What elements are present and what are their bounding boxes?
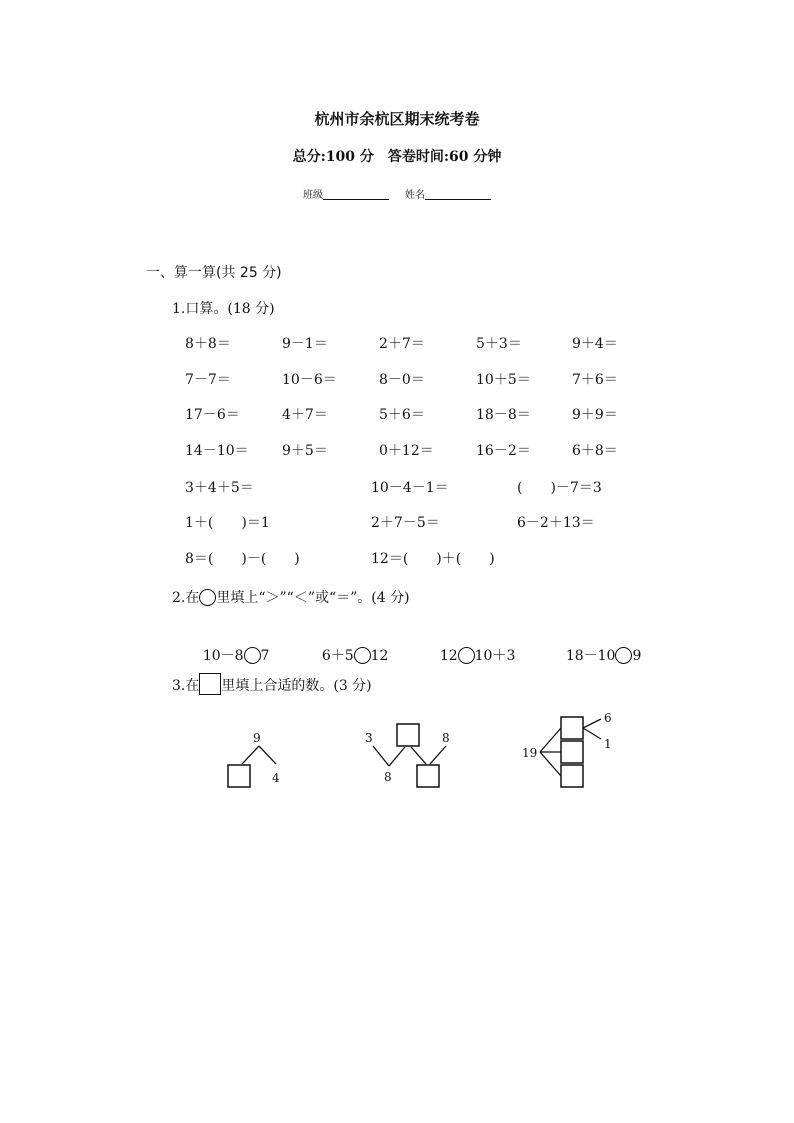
bond3-mid-right: 1 — [604, 737, 612, 751]
number-bond-3 — [522, 711, 612, 787]
math-item: 0＋12＝ — [379, 443, 434, 459]
math-item: 8＝( )－( ) — [185, 551, 300, 567]
math-item: 9＋5＝ — [282, 443, 328, 459]
compare-left: 6＋5 — [321, 648, 354, 664]
math-item: 3＋4＋5＝ — [185, 480, 254, 496]
math-item: 6－2＋13＝ — [517, 515, 595, 531]
compare-right: 10＋3 — [474, 648, 516, 664]
math-item: 10－4－1＝ — [371, 480, 449, 496]
bond3-left: 19 — [522, 746, 538, 760]
math-item: 14－10＝ — [185, 443, 249, 459]
math-item: 7－7＝ — [185, 372, 231, 388]
compare-left: 12 — [439, 648, 458, 664]
section-heading: 一、算一算(共 25 分) — [146, 265, 282, 281]
math-item: 18－8＝ — [476, 407, 531, 423]
math-item: 1＋( )＝1 — [185, 515, 270, 531]
math-item: 17－6＝ — [185, 407, 240, 423]
math-item: 7＋6＝ — [572, 372, 618, 388]
exam-title: 杭州市余杭区期末统考卷 — [314, 110, 480, 128]
question-1-label: 1.口算。(18 分) — [172, 301, 275, 317]
math-item: 5＋6＝ — [379, 407, 425, 423]
math-item: 5＋3＝ — [476, 336, 522, 352]
math-item: 16－2＝ — [476, 443, 531, 459]
answer-box[interactable] — [417, 765, 439, 787]
name-label: 姓名 — [405, 190, 425, 201]
math-item: 9＋4＝ — [572, 336, 618, 352]
math-item: 6＋8＝ — [572, 443, 618, 459]
math-item: 2＋7＝ — [379, 336, 425, 352]
math-item: 10－6＝ — [282, 372, 337, 388]
answer-box[interactable] — [561, 717, 583, 739]
math-item: 9－1＝ — [282, 336, 328, 352]
bond2-bottom: 8 — [384, 770, 392, 784]
math-item: 2＋7－5＝ — [371, 515, 440, 531]
compare-right: 7 — [260, 648, 270, 664]
exam-subtitle: 总分:100 分 答卷时间:60 分钟 — [292, 149, 502, 165]
question-2-suffix: 里填上“＞”“＜”或“＝”。(4 分) — [216, 590, 410, 606]
math-item: 10＋5＝ — [476, 372, 531, 388]
compare-left: 18－10 — [565, 648, 616, 664]
answer-box[interactable] — [561, 765, 583, 787]
math-item: ( )－7＝3 — [517, 480, 602, 496]
compare-right: 9 — [632, 648, 642, 664]
answer-box[interactable] — [561, 741, 583, 763]
bond2-right: 8 — [442, 731, 450, 745]
math-item: 8＋8＝ — [185, 336, 231, 352]
bond1-top: 9 — [253, 731, 261, 745]
question-3-prefix: 3.在 — [172, 678, 200, 694]
answer-box[interactable] — [228, 765, 250, 787]
bond3-top-right: 6 — [604, 711, 612, 725]
question-3-suffix: 里填上合适的数。(3 分) — [221, 678, 372, 694]
number-bond-2 — [365, 724, 450, 787]
class-label: 班级 — [303, 190, 323, 201]
answer-box[interactable] — [397, 724, 419, 746]
question-2-prefix: 2.在 — [172, 590, 200, 606]
compare-right: 12 — [370, 648, 389, 664]
math-item: 4＋7＝ — [282, 407, 328, 423]
number-bond-1 — [228, 731, 280, 787]
bond1-right: 4 — [272, 771, 280, 785]
bond2-left: 3 — [365, 731, 373, 745]
compare-left: 10－8 — [202, 648, 244, 664]
math-item: 12＝( )＋( ) — [371, 551, 495, 567]
math-item: 9＋9＝ — [572, 407, 618, 423]
math-item: 8－0＝ — [379, 372, 425, 388]
